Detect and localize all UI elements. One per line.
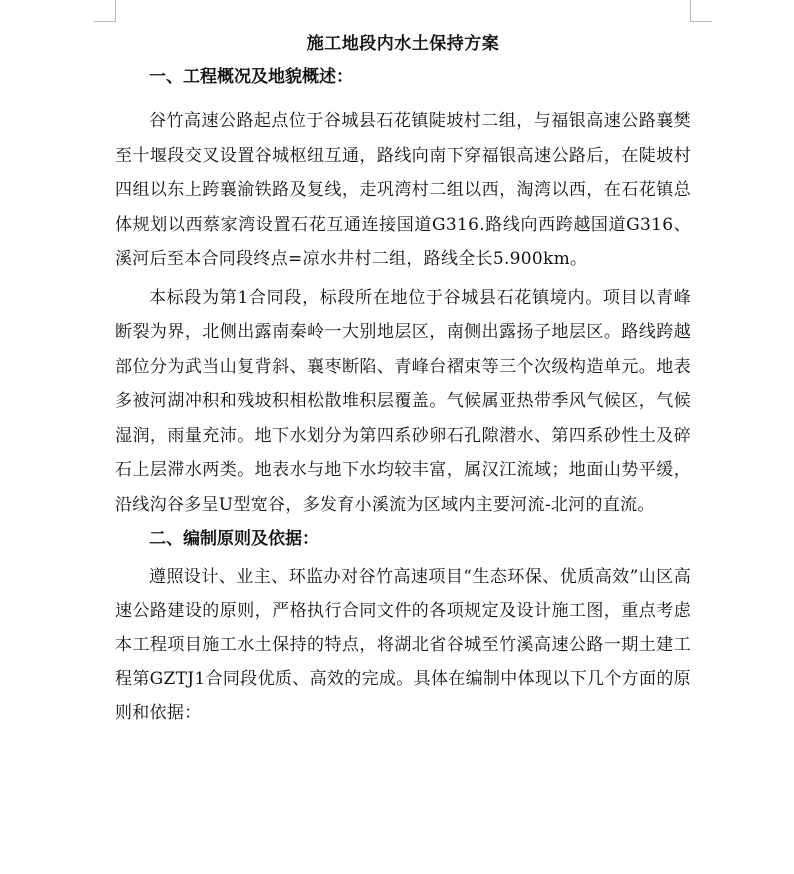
paragraph-route-description: 谷竹高速公路起点位于谷城县石花镇陡坡村二组，与福银高速公路襄樊至十堰段交叉设置谷城枢纽互通，路线向南下穿福银高速公路后，在陡坡村四组以东上跨襄渝铁路及复线，走巩湾村二组以西，淘湾以西，在石花镇总体规划以西蔡家湾设置石花互通连接国道G316.路线向西跨越国道G316、溪河后至本合同段终点=凉水井村二组，路线全长5.900km。 bbox=[115, 111, 691, 269]
paragraph-principles: 遵照设计、业主、环监办对谷竹高速项目“生态环保、优质高效”山区高速公路建设的原则，严格执行合同文件的各项规定及设计施工图，重点考虑本工程项目施工水土保持的特点，将湖北省谷城至竹溪高速公路一期土建工程第GZTJ1合同段优质、高效的完成。具体在编制中体现以下几个方面的原则和依据： bbox=[115, 567, 691, 723]
paragraph-geology-climate: 本标段为第1合同段，标段所在地位于谷城县石花镇境内。项目以青峰断裂为界，北侧出露南秦岭一大别地层区，南侧出露扬子地层区。路线跨越部位分为武当山复背斜、襄枣断陷、青峰台褶束等三个次级构造单元。地表多被河湖冲积和残坡积相松散堆积层覆盖。气候属亚热带季风气候区，气候湿润，雨量充沛。地下水划分为第四系砂卵石孔隙潜水、第四系砂性土及碎石上层滞水两类。地表水与地下水均较丰富，属汉江流域；地面山势平缓，沿线沟谷多呈U型宽谷，多发育小溪流为区域内主要河流-北河的直流。 bbox=[115, 287, 691, 515]
crop-mark-top-left-horizontal bbox=[94, 21, 116, 22]
crop-mark-top-left-vertical bbox=[115, 0, 116, 22]
section-heading-principles: 二、编制原则及依据： bbox=[149, 529, 319, 549]
section-heading-overview: 一、工程概况及地貌概述： bbox=[149, 67, 353, 87]
document-title: 施工地段内水土保持方案 bbox=[306, 34, 500, 54]
crop-mark-top-right-vertical bbox=[690, 0, 691, 22]
document-body bbox=[115, 26, 691, 730]
crop-mark-top-right-horizontal bbox=[690, 21, 712, 22]
